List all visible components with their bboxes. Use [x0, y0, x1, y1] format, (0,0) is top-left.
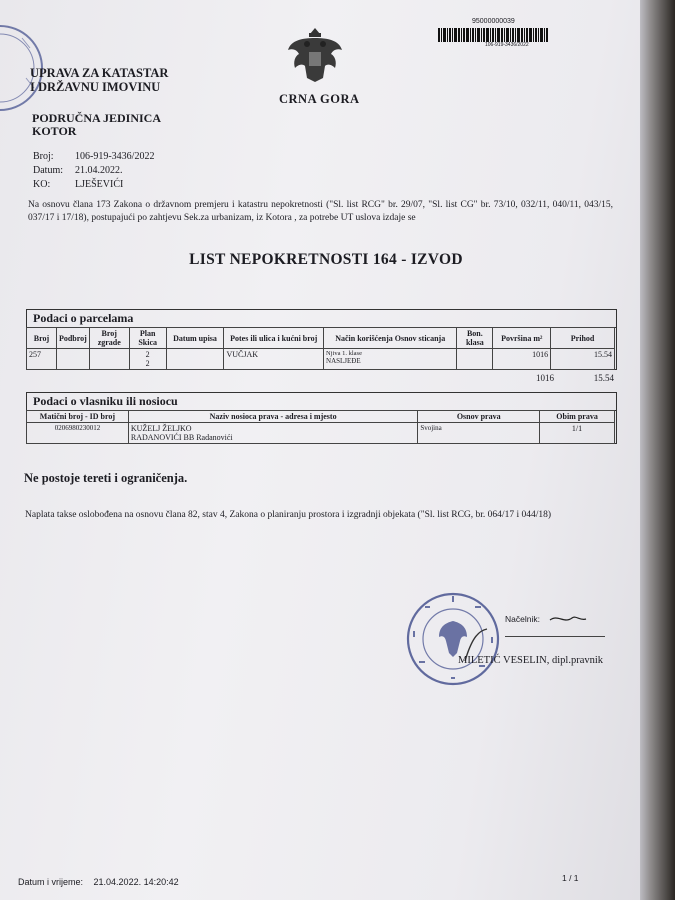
col-nacin: Način korišćenja Osnov sticanja [324, 328, 457, 349]
country-name: CRNA GORA [279, 92, 360, 106]
parcels-heading: Podaci o parcelama [27, 310, 616, 328]
owners-table [26, 410, 615, 444]
cell-potes: VUČJAK [224, 349, 324, 370]
cell-nacin-osnov [324, 349, 457, 370]
col-datum: Datum upisa [166, 328, 224, 349]
cell-name: KUŽELJ ŽELJKO [130, 424, 192, 433]
total-prihod: 15.54 [593, 373, 614, 383]
owners-section [26, 392, 617, 444]
col-klasa: Bon. klasa [457, 328, 493, 349]
cell-address: RADANOVIĆI BB Radanovići [130, 433, 233, 442]
total-povrsina: 1016 [536, 373, 554, 383]
encumbrance-statement: Ne postoje tereti i ograničenja. [24, 471, 188, 485]
cell-owner-osnov: Svojina [418, 423, 540, 444]
cell-name-address [128, 423, 417, 444]
table-row [27, 423, 615, 444]
owners-header-row [27, 411, 615, 423]
col-id: Matični broj - ID broj [27, 411, 129, 423]
cell-prihod: 15.54 [551, 349, 615, 370]
col-osnov-prava: Osnov prava [418, 411, 540, 423]
cell-povrsina: 1016 [493, 349, 551, 370]
cell-obim: 1/1 [540, 423, 615, 444]
barcode-icon [438, 28, 548, 42]
cell-osnov: NASLJEĐE [326, 357, 361, 365]
owners-heading: Podaci o vlasniku ili nosiocu [27, 393, 616, 411]
col-potes: Potes ili ulica i kućni broj [224, 328, 324, 349]
col-prihod: Prihod [551, 328, 615, 349]
intro-paragraph: Na osnovu člana 173 Zakona o državnom premjeru i katastru nepokretnosti ("Sl. list RCG" br. 29/07, "Sl. list CG" br. 73/10, 032/11, 040/11, 043/15, 037/17 i 17/18), postupajući po zahtjevu Sek.za urbanizam, iz Kotora , za potrebe UT uslova izdaje se [28, 200, 613, 223]
cell-klasa [457, 349, 493, 370]
parcels-section [26, 309, 617, 370]
col-zgrada: Broj zgrade [89, 328, 129, 349]
cell-skica: 2 [145, 359, 150, 368]
cell-plan: 2 [145, 350, 150, 359]
meta-date-row [33, 164, 154, 178]
cell-plan-skica [129, 349, 166, 370]
meta-number-value: 106-919-3436/2022 [75, 151, 155, 162]
cell-datum [166, 349, 224, 370]
signature-line [505, 636, 605, 637]
col-name: Naziv nosioca prava - adresa i mjesto [128, 411, 417, 423]
cell-id: 0206980230012 [27, 423, 129, 444]
unit-name [32, 112, 161, 138]
meta-ko-label: KO: [33, 179, 51, 190]
meta-number-label: Broj: [33, 151, 54, 162]
col-plan: Plan Skica [129, 328, 166, 349]
document-title: LIST NEPOKRETNOSTI 164 - IZVOD [189, 251, 463, 268]
footer-datetime [18, 877, 179, 887]
unit-line-2: KOTOR [32, 124, 77, 138]
col-broj: Broj [27, 328, 57, 349]
meta-number-row [33, 150, 154, 164]
meta-ko-value: LJEŠEVIĆI [75, 179, 124, 190]
cell-broj: 257 [27, 349, 57, 370]
barcode-subtext: 106-919-3436/2022 [485, 42, 529, 48]
col-podbroj: Podbroj [56, 328, 89, 349]
barcode-number: 95000000039 [472, 18, 515, 25]
parcels-header-row [27, 328, 615, 349]
chief-label: Načelnik: [505, 614, 540, 624]
background-edge [640, 0, 675, 900]
official-stamp-icon [405, 591, 501, 687]
meta-date-label: Datum: [33, 165, 63, 176]
meta-ko-row [33, 178, 154, 192]
col-obim: Obim prava [540, 411, 615, 423]
cell-zgrada [89, 349, 129, 370]
page-number: 1 / 1 [562, 873, 579, 883]
office-line-2: I DRŽAVNU IMOVINU [30, 80, 161, 94]
unit-line-1: PODRUČNA JEDINICA [32, 111, 162, 125]
signature-stroke-icon [548, 612, 588, 626]
cell-nacin: Njiva 1. klase [326, 350, 362, 357]
cell-podbroj [56, 349, 89, 370]
office-name [30, 66, 168, 94]
official-name: MILETIĆ VESELIN, dipl.pravnik [458, 655, 604, 666]
footer-datetime-label: Datum i vrijeme: [18, 877, 84, 887]
footer-datetime-value: 21.04.2022. 14:20:42 [93, 877, 179, 887]
parcels-table [26, 327, 615, 370]
tax-note: Naplata takse oslobođena na osnovu člana 82, stav 4, Zakona o planiranju prostora i izgradnji objekata ("Sl. list RCG, br. 064/17 i 044/18) [25, 510, 552, 520]
office-line-1: UPRAVA ZA KATASTAR [30, 66, 169, 80]
coat-of-arms-icon [285, 24, 345, 86]
table-row [27, 349, 615, 370]
meta-date-value: 21.04.2022. [75, 165, 123, 176]
col-povrsina: Površina m² [493, 328, 551, 349]
document-meta [33, 150, 154, 192]
parcels-totals [508, 373, 614, 383]
